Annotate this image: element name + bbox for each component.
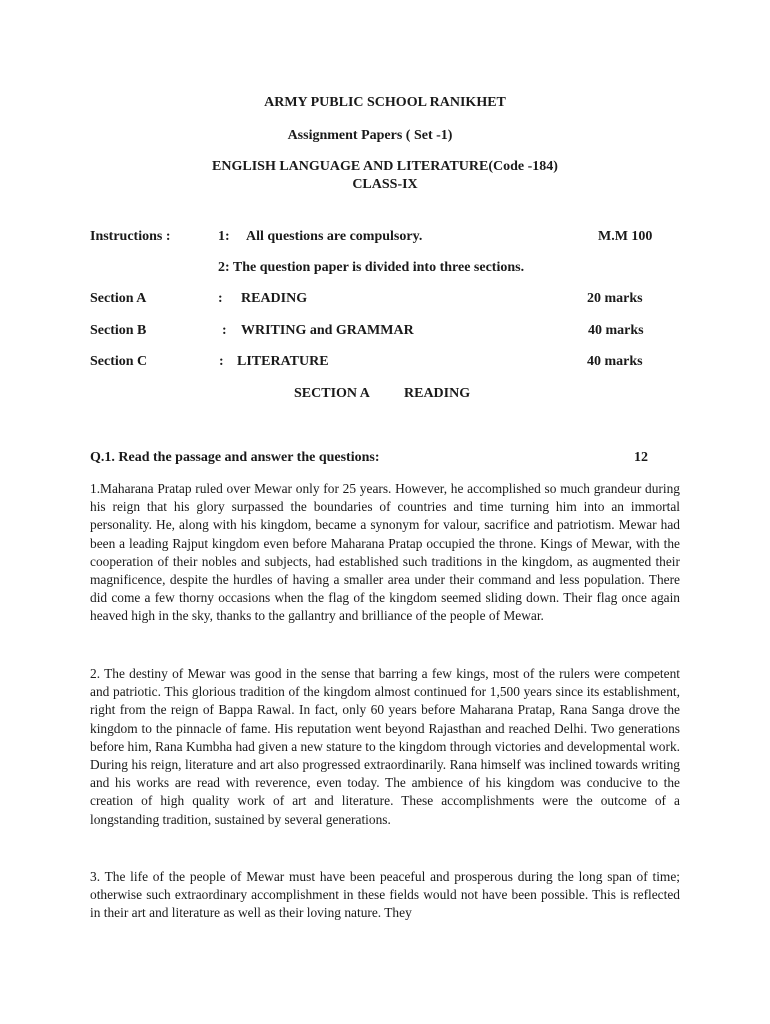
- section-a-sep: :: [218, 291, 223, 306]
- question-marks: 12: [634, 450, 648, 465]
- instruction-1-number: 1:: [218, 229, 230, 244]
- class-title: CLASS-IX: [352, 177, 418, 192]
- section-b-title: WRITING and GRAMMAR: [241, 323, 414, 338]
- instructions-label: Instructions :: [90, 229, 171, 244]
- passage-paragraph-3: 3. The life of the people of Mewar must have been peaceful and prosperous during the long span of time; otherwise such extraordinary accomplishment in these fields would not have been possible. This is reflected in their art and literature as well as their loving nature. They: [90, 869, 680, 921]
- passage-paragraph-1: 1.Maharana Pratap ruled over Mewar only for 25 years. However, he accomplished so much grandeur during his reign that his glory surpassed the boundaries of countries and time turning him into an immortal personality. He, along with his kingdom, became a synonym for valour, sacrifice and patriotism. Mewar had been a leading Rajput kingdom even before Maharana Pratap occupied the throne. Kings of Mewar, with the cooperation of their nobles and subjects, had established such traditions in the kingdom, as augmented their magnificence, despite the hurdles of having a smaller area under their command and less population. There did come a few thorny occasions when the flag of the kingdom seemed sliding down. Their flag once again heaved high in the sky, thanks to the gallantry and brilliance of the people of Mewar.: [90, 481, 680, 624]
- section-a-title: READING: [241, 291, 308, 306]
- passage-paragraph-2: 2. The destiny of Mewar was good in the sense that barring a few kings, most of the rulers were competent and patriotic. This glorious tradition of the kingdom almost continued for 1,500 years since its establishment, right from the reign of Bappa Rawal. In fact, only 60 years before Maharana Pratap, Rana Sanga drove the kingdom to the pinnacle of fame. His reputation went beyond Rajasthan and reached Delhi. Two generations before him, Rana Kumbha had given a new stature to the kingdom through victories and developmental work. During his reign, literature and art also progressed extraordinarily. Rana himself was inclined towards writing and his works are read with reverence, even today. The ambience of his kingdom was conducive to the creation of high quality work of art and literature. These accomplishments were the outcome of a longstanding tradition, sustained by several generations.: [90, 666, 680, 827]
- section-c-marks: 40 marks: [587, 354, 643, 369]
- section-b-marks: 40 marks: [588, 323, 644, 338]
- section-heading-title: READING: [404, 386, 471, 401]
- instruction-2-text: 2: The question paper is divided into three sections.: [218, 260, 525, 275]
- assignment-title-text: Assignment Papers ( Set -1): [287, 128, 453, 143]
- section-heading-label: SECTION A: [294, 386, 370, 401]
- section-c-name: Section C: [90, 354, 148, 369]
- section-a-name: Section A: [90, 291, 147, 306]
- max-marks: M.M 100: [598, 229, 653, 244]
- section-c-title: LITERATURE: [237, 354, 329, 369]
- section-c-sep: :: [219, 354, 224, 369]
- instruction-1-text: All questions are compulsory.: [246, 229, 423, 244]
- section-b-name: Section B: [90, 323, 147, 338]
- assignment-title: [0, 128, 770, 144]
- school-name: ARMY PUBLIC SCHOOL RANIKHET: [264, 95, 506, 110]
- section-b-sep: :: [222, 323, 227, 338]
- section-a-marks: 20 marks: [587, 291, 643, 306]
- subject-title: ENGLISH LANGUAGE AND LITERATURE(Code -184): [212, 159, 558, 174]
- question-text: Q.1. Read the passage and answer the questions:: [90, 450, 380, 465]
